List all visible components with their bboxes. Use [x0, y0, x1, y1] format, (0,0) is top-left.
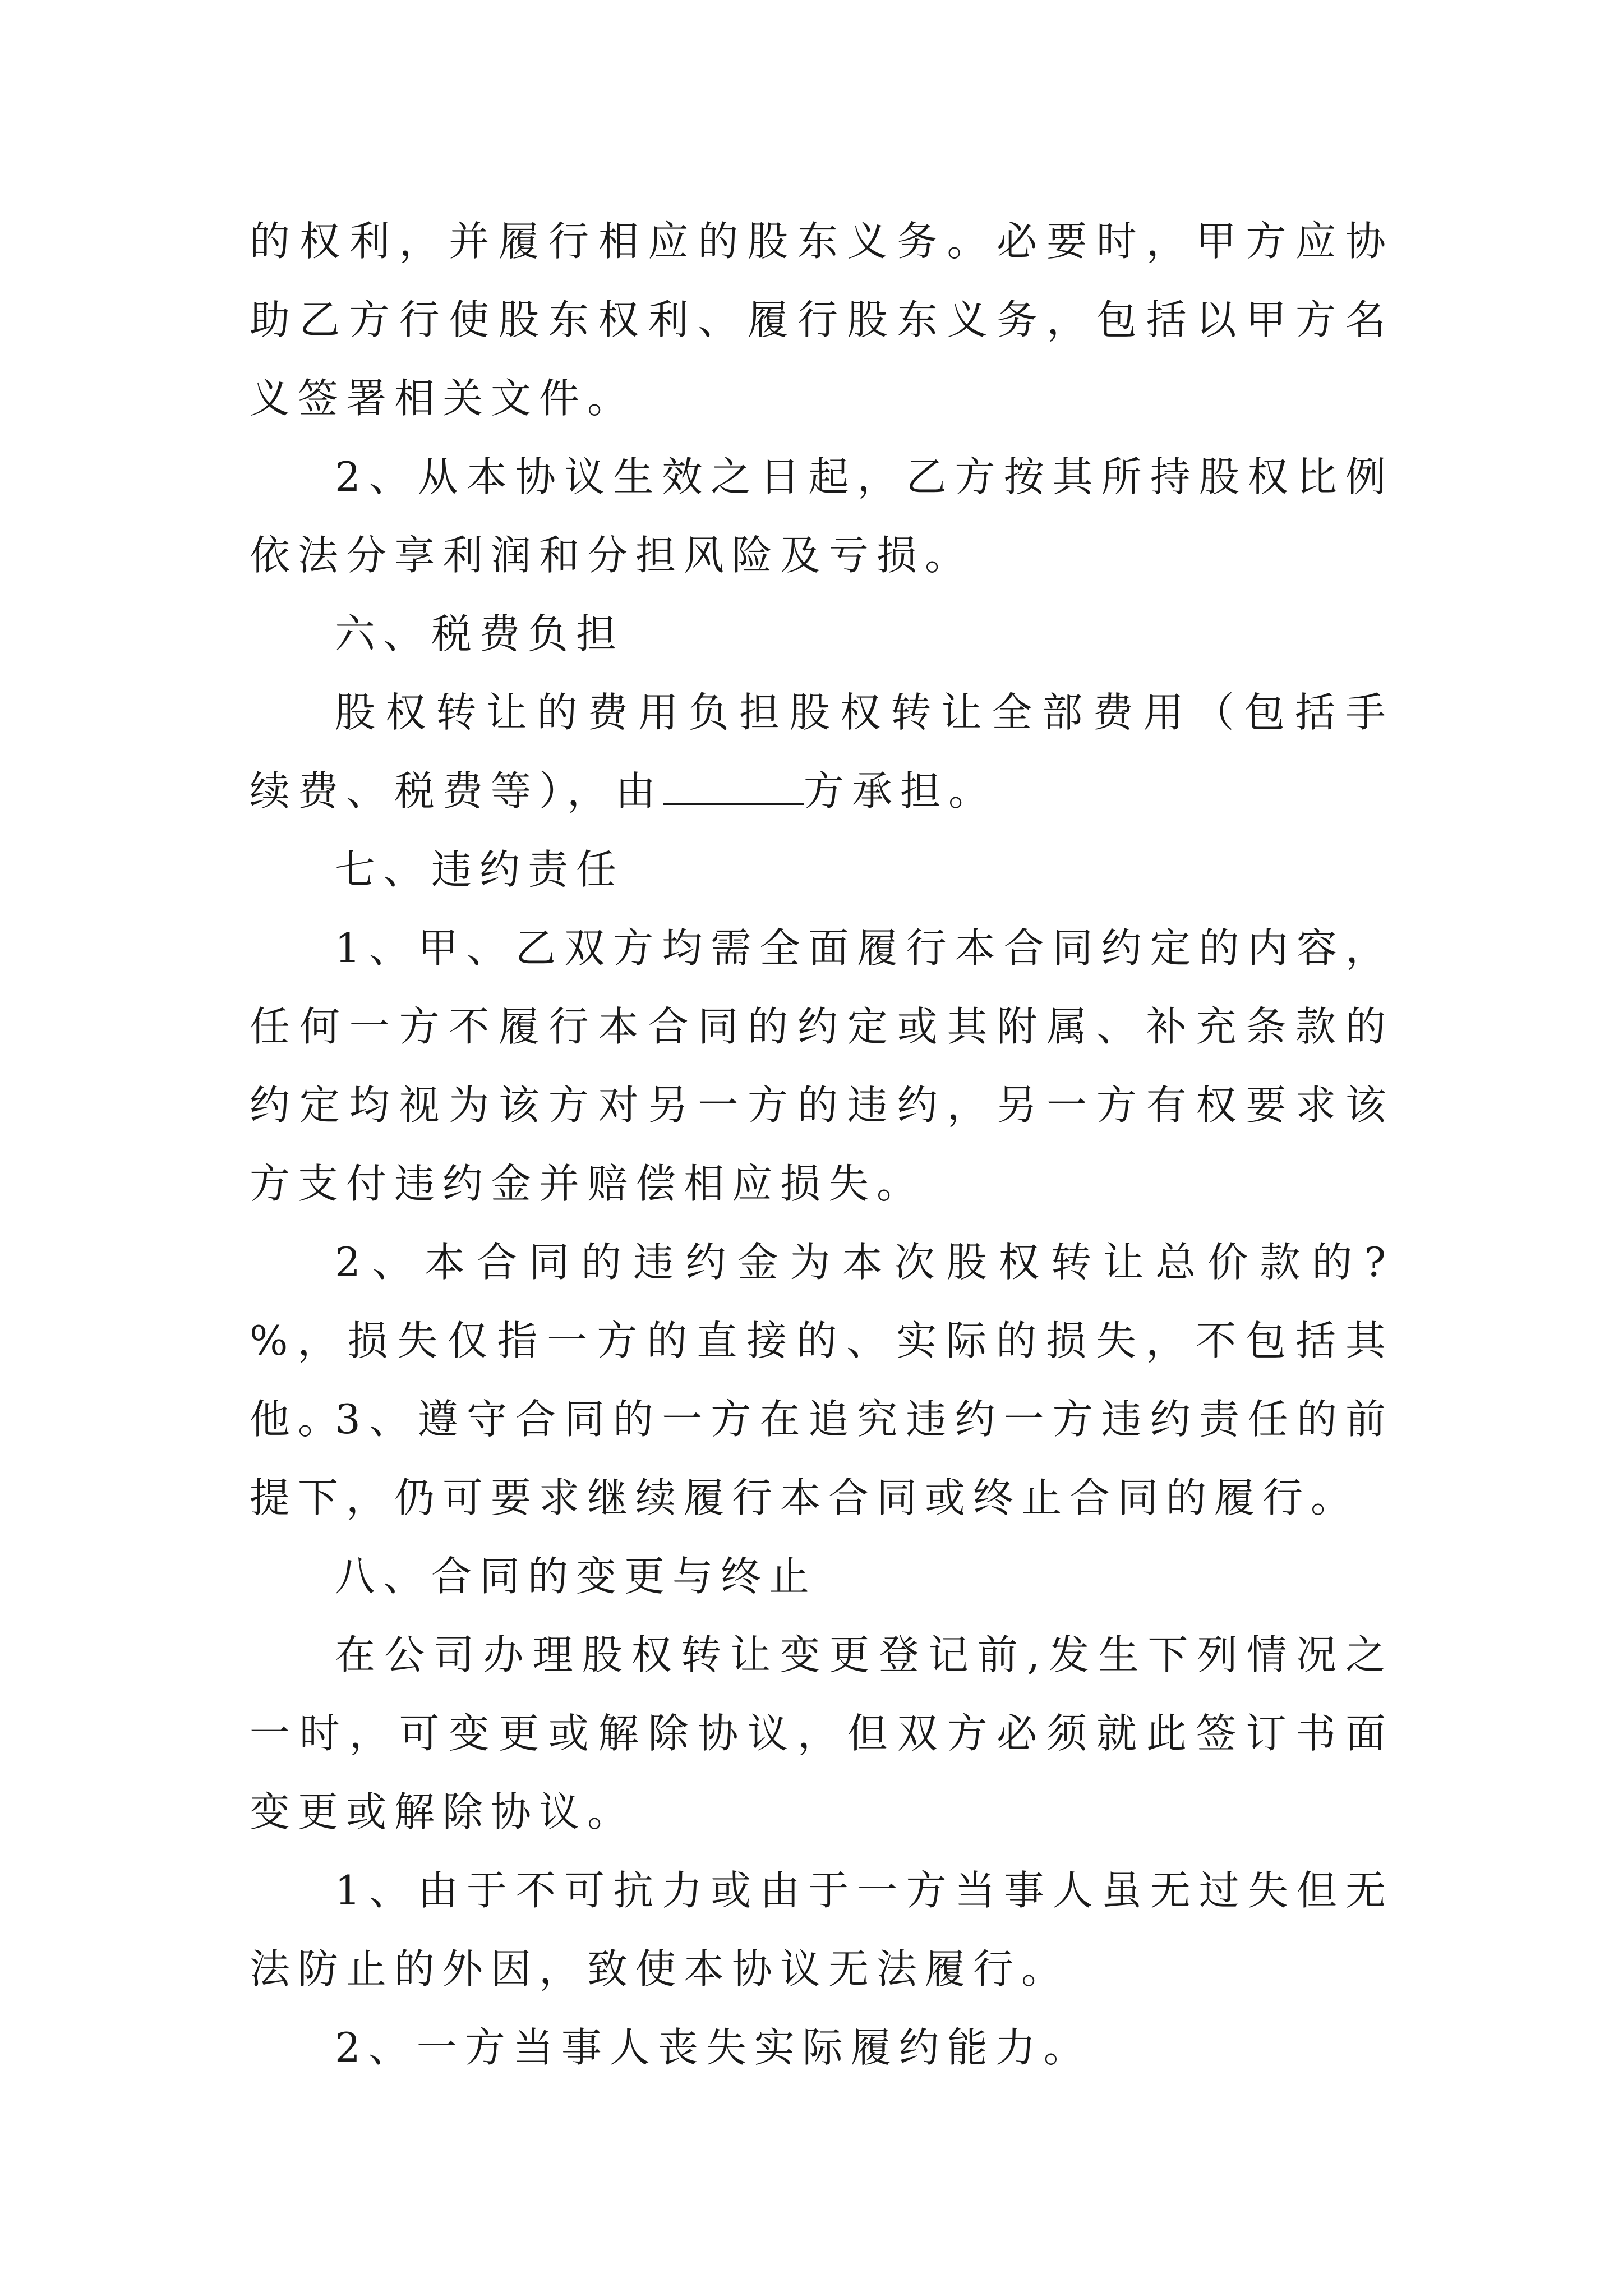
paragraph-shareholder-rights-continued: 的权利，并履行相应的股东义务。必要时，甲方应协助乙方行使股东权利、履行股东义务，包括以甲方名义签署相关文件。	[250, 218, 1394, 422]
tax-burden-text: 股权转让的费用负担股权转让全部费用（包括手续费、税费等），由	[250, 689, 1394, 815]
paragraph-profit-sharing: 2、从本协议生效之日起，乙方按其所持股权比例依法分享利润和分担风险及亏损。	[250, 453, 1394, 579]
paragraph-amendment-2: 2、一方当事人丧失实际履约能力。	[335, 2024, 1092, 2071]
section-heading-amendment: 八、合同的变更与终止	[335, 1553, 818, 1600]
paragraph-liability-1: 1、甲、乙双方均需全面履行本合同约定的内容，任何一方不履行本合同的约定或其附属、补充条款的约定均视为该方对另一方的违约，另一方有权要求该方支付违约金并赔偿相应损失。	[250, 924, 1394, 1207]
paragraph-liability-2: 2、本合同的违约金为本次股权转让总价款的?%，损失仅指一方的直接的、实际的损失，不包括其他。	[250, 1239, 1394, 1443]
paragraph-liability-3: 3、遵守合同的一方在追究违约一方违约责任的前提下，仍可要求继续履行本合同或终止合同的履行。	[250, 1396, 1394, 1521]
tax-burden-text-end: 方承担。	[804, 767, 997, 815]
paragraph-tax-burden	[250, 673, 1394, 830]
section-heading-liability: 七、违约责任	[335, 846, 625, 893]
blank-fill-line	[663, 770, 804, 805]
paragraph-amendment-conditions: 在公司办理股权转让变更登记前,发生下列情况之一时，可变更或解除协议，但双方必须就此签订书面变更或解除协议。	[250, 1631, 1394, 1835]
section-heading-taxes: 六、税费负担	[335, 610, 625, 657]
paragraph-amendment-1: 1、由于不可抗力或由于一方当事人虽无过失但无法防止的外因，致使本协议无法履行。	[250, 1867, 1394, 1993]
